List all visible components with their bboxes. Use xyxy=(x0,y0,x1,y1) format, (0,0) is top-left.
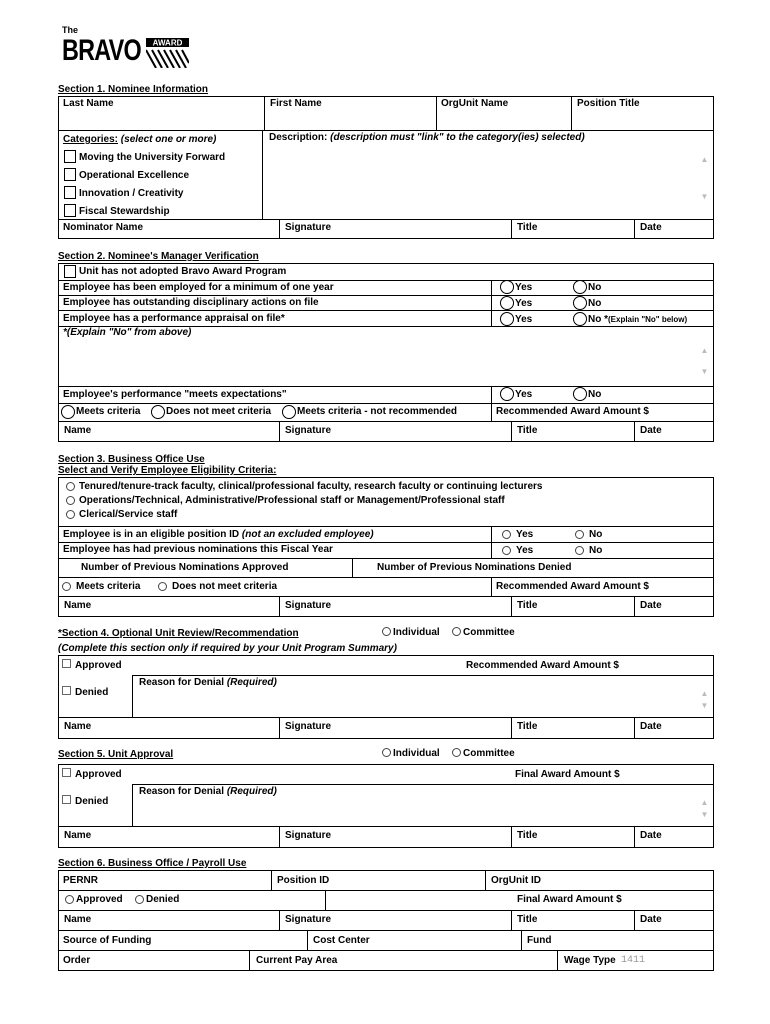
section4-note: (Complete this section only if required by your Unit Program Summary) xyxy=(58,643,397,654)
name-label: Name xyxy=(64,914,92,925)
committee-radio[interactable] xyxy=(452,627,461,636)
rec-amount-label: Recommended Award Amount $ xyxy=(466,660,619,671)
source-funding-label: Source of Funding xyxy=(63,935,152,946)
scroll-up-icon[interactable]: ▲ xyxy=(700,155,709,164)
date-label: Date xyxy=(640,721,662,732)
orgunit-name-label: OrgUnit Name xyxy=(441,98,509,109)
signature-label: Signature xyxy=(285,830,332,841)
reason-denial-label: Reason for Denial (Required) xyxy=(139,786,277,797)
prev-nom-no-radio[interactable] xyxy=(575,546,584,555)
section6-title: Section 6. Business Office / Payroll Use xyxy=(58,858,247,869)
denied-checkbox[interactable] xyxy=(62,795,71,804)
title-label: Title xyxy=(517,425,538,436)
yes-label: Yes xyxy=(516,545,534,556)
section1-title: Section 1. Nominee Information xyxy=(58,84,209,95)
meets-not-rec-label: Meets criteria - not recommended xyxy=(297,406,458,417)
section5-title: Section 5. Unit Approval xyxy=(58,749,174,760)
signature-label: Signature xyxy=(285,914,332,925)
category-label: Innovation / Creativity xyxy=(79,188,184,199)
criteria-staff-label: Operations/Technical, Administrative/Professional staff or Management/Professional staff xyxy=(79,495,505,506)
section3-subtitle: Select and Verify Employee Eligibility Criteria: xyxy=(58,465,277,476)
employed-yes-radio[interactable] xyxy=(500,280,514,294)
approved-label: Approved xyxy=(76,894,123,905)
logo-award-mark xyxy=(146,38,189,68)
position-title-label: Position Title xyxy=(577,98,640,109)
no-label: No xyxy=(588,282,602,293)
description-label: Description: (description must "link" to the category(ies) selected) xyxy=(269,132,585,143)
no-label: No xyxy=(589,545,603,556)
signature-label: Signature xyxy=(285,425,332,436)
logo-the: The xyxy=(62,25,79,35)
scroll-down-icon[interactable]: ▼ xyxy=(700,367,709,376)
yes-label: Yes xyxy=(515,282,533,293)
perf-label: Employee's performance "meets expectations" xyxy=(63,389,287,400)
prev-nom-yes-radio[interactable] xyxy=(502,546,511,555)
clerical-radio[interactable] xyxy=(66,510,75,519)
eligible-no-radio[interactable] xyxy=(575,530,584,539)
denied-label: Denied xyxy=(146,894,180,905)
final-amount-label: Final Award Amount $ xyxy=(517,894,622,905)
approved-label: Approved xyxy=(75,769,122,780)
first-name-label: First Name xyxy=(270,98,322,109)
title-label: Title xyxy=(517,830,538,841)
date-label: Date xyxy=(640,600,662,611)
denied-label: Denied xyxy=(75,796,109,807)
category-checkbox-moving-forward[interactable] xyxy=(64,150,76,163)
no-label: No xyxy=(589,529,603,540)
category-checkbox-fiscal[interactable] xyxy=(64,204,76,217)
appraisal-no-radio[interactable] xyxy=(573,312,587,326)
appraisal-yes-radio[interactable] xyxy=(500,312,514,326)
pay-area-label: Current Pay Area xyxy=(256,955,338,966)
no-label: No xyxy=(588,298,602,309)
individual-label: Individual xyxy=(393,748,440,759)
category-checkbox-operational[interactable] xyxy=(64,168,76,181)
disciplinary-yes-radio[interactable] xyxy=(500,296,514,310)
date-label: Date xyxy=(640,830,662,841)
employed-no-radio[interactable] xyxy=(573,280,587,294)
prev-nominations-label: Employee has had previous nominations this Fiscal Year xyxy=(63,544,333,555)
disciplinary-no-radio[interactable] xyxy=(573,296,587,310)
denied-label: Denied xyxy=(75,687,109,698)
perf-yes-radio[interactable] xyxy=(500,387,514,401)
committee-label: Committee xyxy=(463,627,515,638)
logo-bravo: BRAVO xyxy=(62,34,141,67)
signature-label: Signature xyxy=(285,222,332,233)
individual-radio[interactable] xyxy=(382,627,391,636)
not-meet-radio[interactable] xyxy=(151,405,165,419)
final-amount-label: Final Award Amount $ xyxy=(515,769,620,780)
num-approved-label: Number of Previous Nominations Approved xyxy=(81,562,289,573)
orgunit-id-label: OrgUnit ID xyxy=(491,875,541,886)
scroll-down-icon[interactable]: ▼ xyxy=(700,810,709,819)
date-label: Date xyxy=(640,425,662,436)
not-adopted-label: Unit has not adopted Bravo Award Program xyxy=(79,266,287,277)
date-label: Date xyxy=(640,222,662,233)
criteria-clerical-label: Clerical/Service staff xyxy=(79,509,178,520)
committee-radio[interactable] xyxy=(452,748,461,757)
individual-radio[interactable] xyxy=(382,748,391,757)
title-label: Title xyxy=(517,721,538,732)
title-label: Title xyxy=(517,222,538,233)
no-explain-label: No *(Explain "No" below) xyxy=(588,314,688,325)
eligible-position-label: Employee is in an eligible position ID (not an excluded employee) xyxy=(63,529,374,540)
scroll-up-icon[interactable]: ▲ xyxy=(700,798,709,807)
q-appraisal-label: Employee has a performance appraisal on file* xyxy=(63,313,285,324)
category-label: Operational Excellence xyxy=(79,170,190,181)
not-meet-label: Does not meet criteria xyxy=(166,406,272,417)
meets-criteria-radio[interactable] xyxy=(61,405,75,419)
category-label: Fiscal Stewardship xyxy=(79,206,170,217)
not-meet-radio[interactable] xyxy=(158,582,167,591)
q-disciplinary-label: Employee has outstanding disciplinary actions on file xyxy=(63,297,319,308)
staff-radio[interactable] xyxy=(66,496,75,505)
approved-checkbox[interactable] xyxy=(62,768,71,777)
fund-label: Fund xyxy=(527,935,552,946)
meets-not-rec-radio[interactable] xyxy=(282,405,296,419)
category-checkbox-innovation[interactable] xyxy=(64,186,76,199)
pernr-label: PERNR xyxy=(63,875,99,886)
wage-type-value[interactable]: 1411 xyxy=(621,955,646,966)
scroll-up-icon[interactable]: ▲ xyxy=(700,346,709,355)
faculty-radio[interactable] xyxy=(66,482,75,491)
date-label: Date xyxy=(640,914,662,925)
name-label: Name xyxy=(64,830,92,841)
scroll-down-icon[interactable]: ▼ xyxy=(700,192,709,201)
individual-label: Individual xyxy=(393,627,440,638)
meets-criteria-label: Meets criteria xyxy=(76,406,141,417)
last-name-label: Last Name xyxy=(63,98,114,109)
meets-criteria-label: Meets criteria xyxy=(76,581,141,592)
cost-center-label: Cost Center xyxy=(313,935,370,946)
order-label: Order xyxy=(63,955,91,966)
not-meet-label: Does not meet criteria xyxy=(172,581,278,592)
title-label: Title xyxy=(517,600,538,611)
approved-label: Approved xyxy=(75,660,122,671)
no-label: No xyxy=(588,389,602,400)
category-label: Moving the University Forward xyxy=(79,152,226,163)
rec-amount-label: Recommended Award Amount $ xyxy=(496,406,649,417)
denied-radio[interactable] xyxy=(135,895,144,904)
section2-title: Section 2. Nominee's Manager Verification xyxy=(58,251,259,262)
categories-label: Categories: (select one or more) xyxy=(63,134,217,145)
scroll-down-icon[interactable]: ▼ xyxy=(700,701,709,710)
yes-label: Yes xyxy=(515,389,533,400)
signature-label: Signature xyxy=(285,600,332,611)
signature-label: Signature xyxy=(285,721,332,732)
denied-checkbox[interactable] xyxy=(62,686,71,695)
nominator-name-label: Nominator Name xyxy=(63,222,144,233)
criteria-faculty-label: Tenured/tenure-track faculty, clinical/professional faculty, research faculty or continuing lecturers xyxy=(79,481,543,492)
wage-type-label: Wage Type xyxy=(564,955,616,966)
explain-above-label: *(Explain "No" from above) xyxy=(63,327,192,338)
position-id-label: Position ID xyxy=(277,875,330,886)
q-employed-label: Employee has been employed for a minimum of one year xyxy=(63,282,334,293)
section4-title: *Section 4. Optional Unit Review/Recommendation xyxy=(58,628,299,639)
num-denied-label: Number of Previous Nominations Denied xyxy=(377,562,572,573)
name-label: Name xyxy=(64,721,92,732)
rec-amount-label: Recommended Award Amount $ xyxy=(496,581,649,592)
name-label: Name xyxy=(64,600,92,611)
section3-title: Section 3. Business Office Use xyxy=(58,454,205,465)
perf-no-radio[interactable] xyxy=(573,387,587,401)
eligible-yes-radio[interactable] xyxy=(502,530,511,539)
committee-label: Committee xyxy=(463,748,515,759)
approved-checkbox[interactable] xyxy=(62,659,71,668)
yes-label: Yes xyxy=(516,529,534,540)
reason-denial-label: Reason for Denial (Required) xyxy=(139,677,277,688)
meets-criteria-radio[interactable] xyxy=(62,582,71,591)
scroll-up-icon[interactable]: ▲ xyxy=(700,689,709,698)
yes-label: Yes xyxy=(515,314,533,325)
logo-award-text: AWARD xyxy=(152,38,183,48)
name-label: Name xyxy=(64,425,92,436)
approved-radio[interactable] xyxy=(65,895,74,904)
title-label: Title xyxy=(517,914,538,925)
yes-label: Yes xyxy=(515,298,533,309)
not-adopted-checkbox[interactable] xyxy=(64,265,76,278)
